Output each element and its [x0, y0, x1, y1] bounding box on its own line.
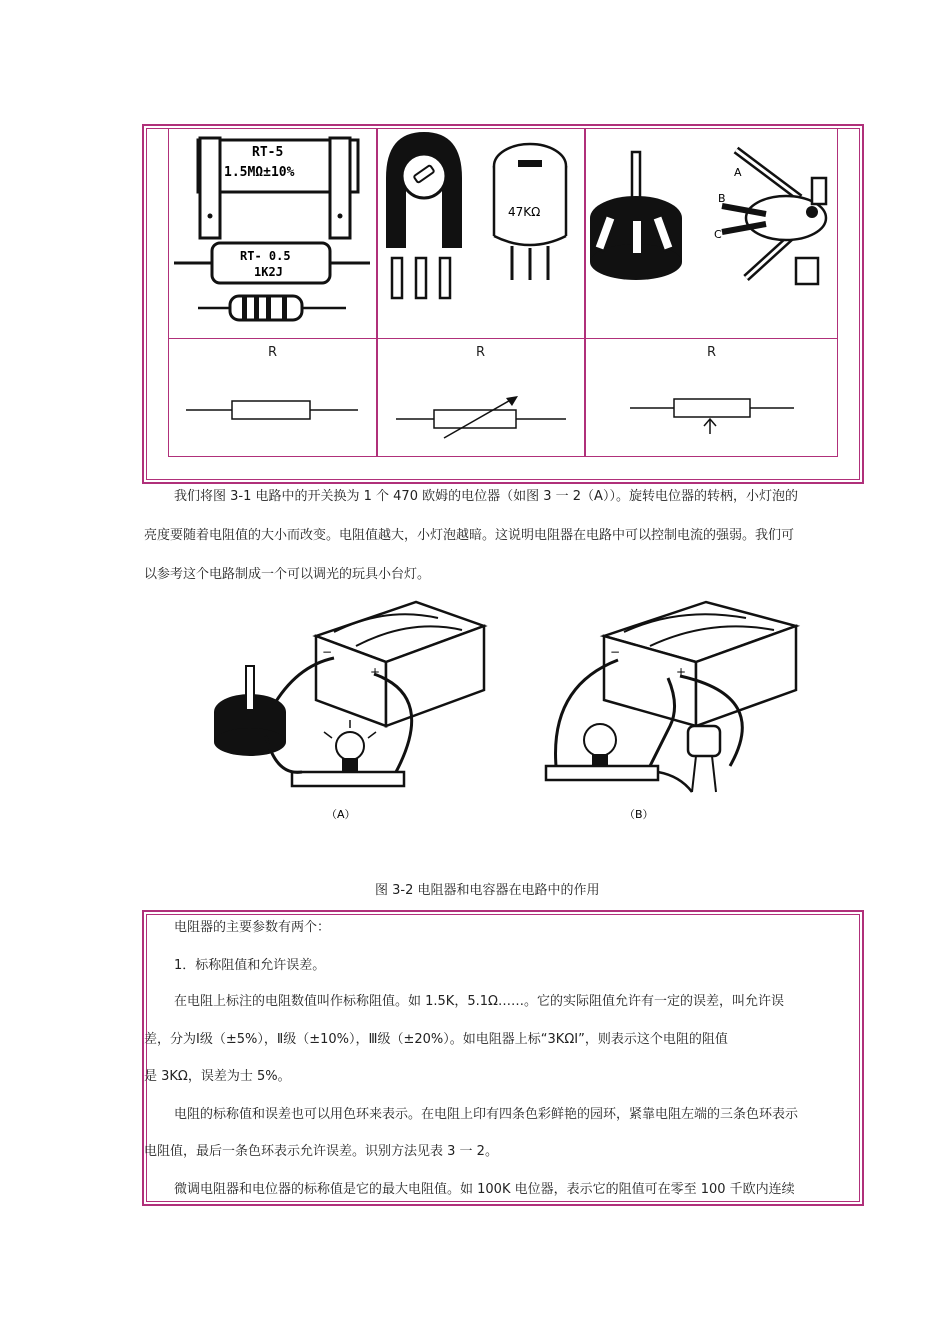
potentiometer-symbol — [630, 394, 794, 436]
lug-b-label: B — [718, 192, 726, 205]
rt5-label: RT-5 — [252, 145, 284, 160]
svg-text:−: − — [610, 645, 621, 659]
fixed-resistor-symbol — [186, 398, 358, 422]
box-line-8: 微调电阻器和电位器的标称值是它的最大电阻值。如 100K 电位器，表示它的阻值可在零至 100 千欧内连续 — [174, 1182, 795, 1197]
paragraph-line-3: 以参考这个电路制成一个可以调光的玩具小台灯。 — [144, 567, 431, 582]
symbol-label-fixed: R — [268, 345, 278, 360]
rt05-label: RT- 0.5 — [240, 249, 291, 263]
rt05-value-label: 1K2J — [254, 265, 283, 279]
box-line-7: 电阻值，最后一条色环表示允许误差。识别方法见表 3 一 2。 — [144, 1144, 498, 1159]
lug-a-label: A — [734, 166, 742, 179]
rotary-potentiometer-illustration — [586, 128, 836, 338]
fixed-resistors-illustration — [170, 128, 376, 338]
circuit-b-illustration — [520, 596, 810, 826]
symbol-label-variable: R — [476, 345, 486, 360]
lug-c-label: C — [714, 228, 722, 241]
symbol-label-potentiometer: R — [707, 345, 717, 360]
circuit-b-label: （B） — [624, 808, 654, 821]
trimmer-potentiometer-illustration — [378, 128, 584, 338]
paragraph-line-2: 亮度要随着电阻值的大小而改变。电阻值越大，小灯泡越暗。这说明电阻器在电路中可以控制电流的强弱。我们可 — [144, 528, 795, 543]
variable-resistor-symbol — [396, 392, 566, 442]
box-line-1: 电阻器的主要参数有两个： — [174, 920, 331, 935]
box-line-2: 1．标称阻值和允许误差。 — [174, 958, 326, 973]
paragraph-line-1: 我们将图 3-1 电路中的开关换为 1 个 470 欧姆的电位器（如图 3 一 2（A））。旋转电位器的转柄，小灯泡的 — [174, 489, 798, 504]
figure-caption: 图 3-2 电阻器和电容器在电路中的作用 — [375, 883, 600, 898]
circuit-a-illustration — [206, 596, 496, 826]
circuit-a-label: （A） — [326, 808, 356, 821]
svg-text:+: + — [676, 665, 687, 679]
svg-text:−: − — [322, 645, 333, 659]
rt5-value-label: 1.5MΩ±10% — [224, 165, 295, 180]
svg-text:+: + — [370, 665, 381, 679]
box-line-3: 在电阻上标注的电阻数值叫作标称阻值。如 1.5K，5.1Ω……。它的实际阻值允许有一定的误差，叫允许误 — [174, 994, 784, 1009]
box-line-4: 差，分为Ⅰ级（±5%），Ⅱ级（±10%），Ⅲ级（±20%）。如电阻器上标“3KΩⅠ”，则表示这个电阻的阻值 — [144, 1032, 728, 1047]
box-line-5: 是 3KΩ，误差为士 5%。 — [144, 1069, 291, 1084]
box-line-6: 电阻的标称值和误差也可以用色环来表示。在电阻上印有四条色彩鲜艳的园环，紧靠电阻左端的三条色环表示 — [174, 1107, 799, 1122]
pot-value-label: 47KΩ — [508, 205, 541, 219]
